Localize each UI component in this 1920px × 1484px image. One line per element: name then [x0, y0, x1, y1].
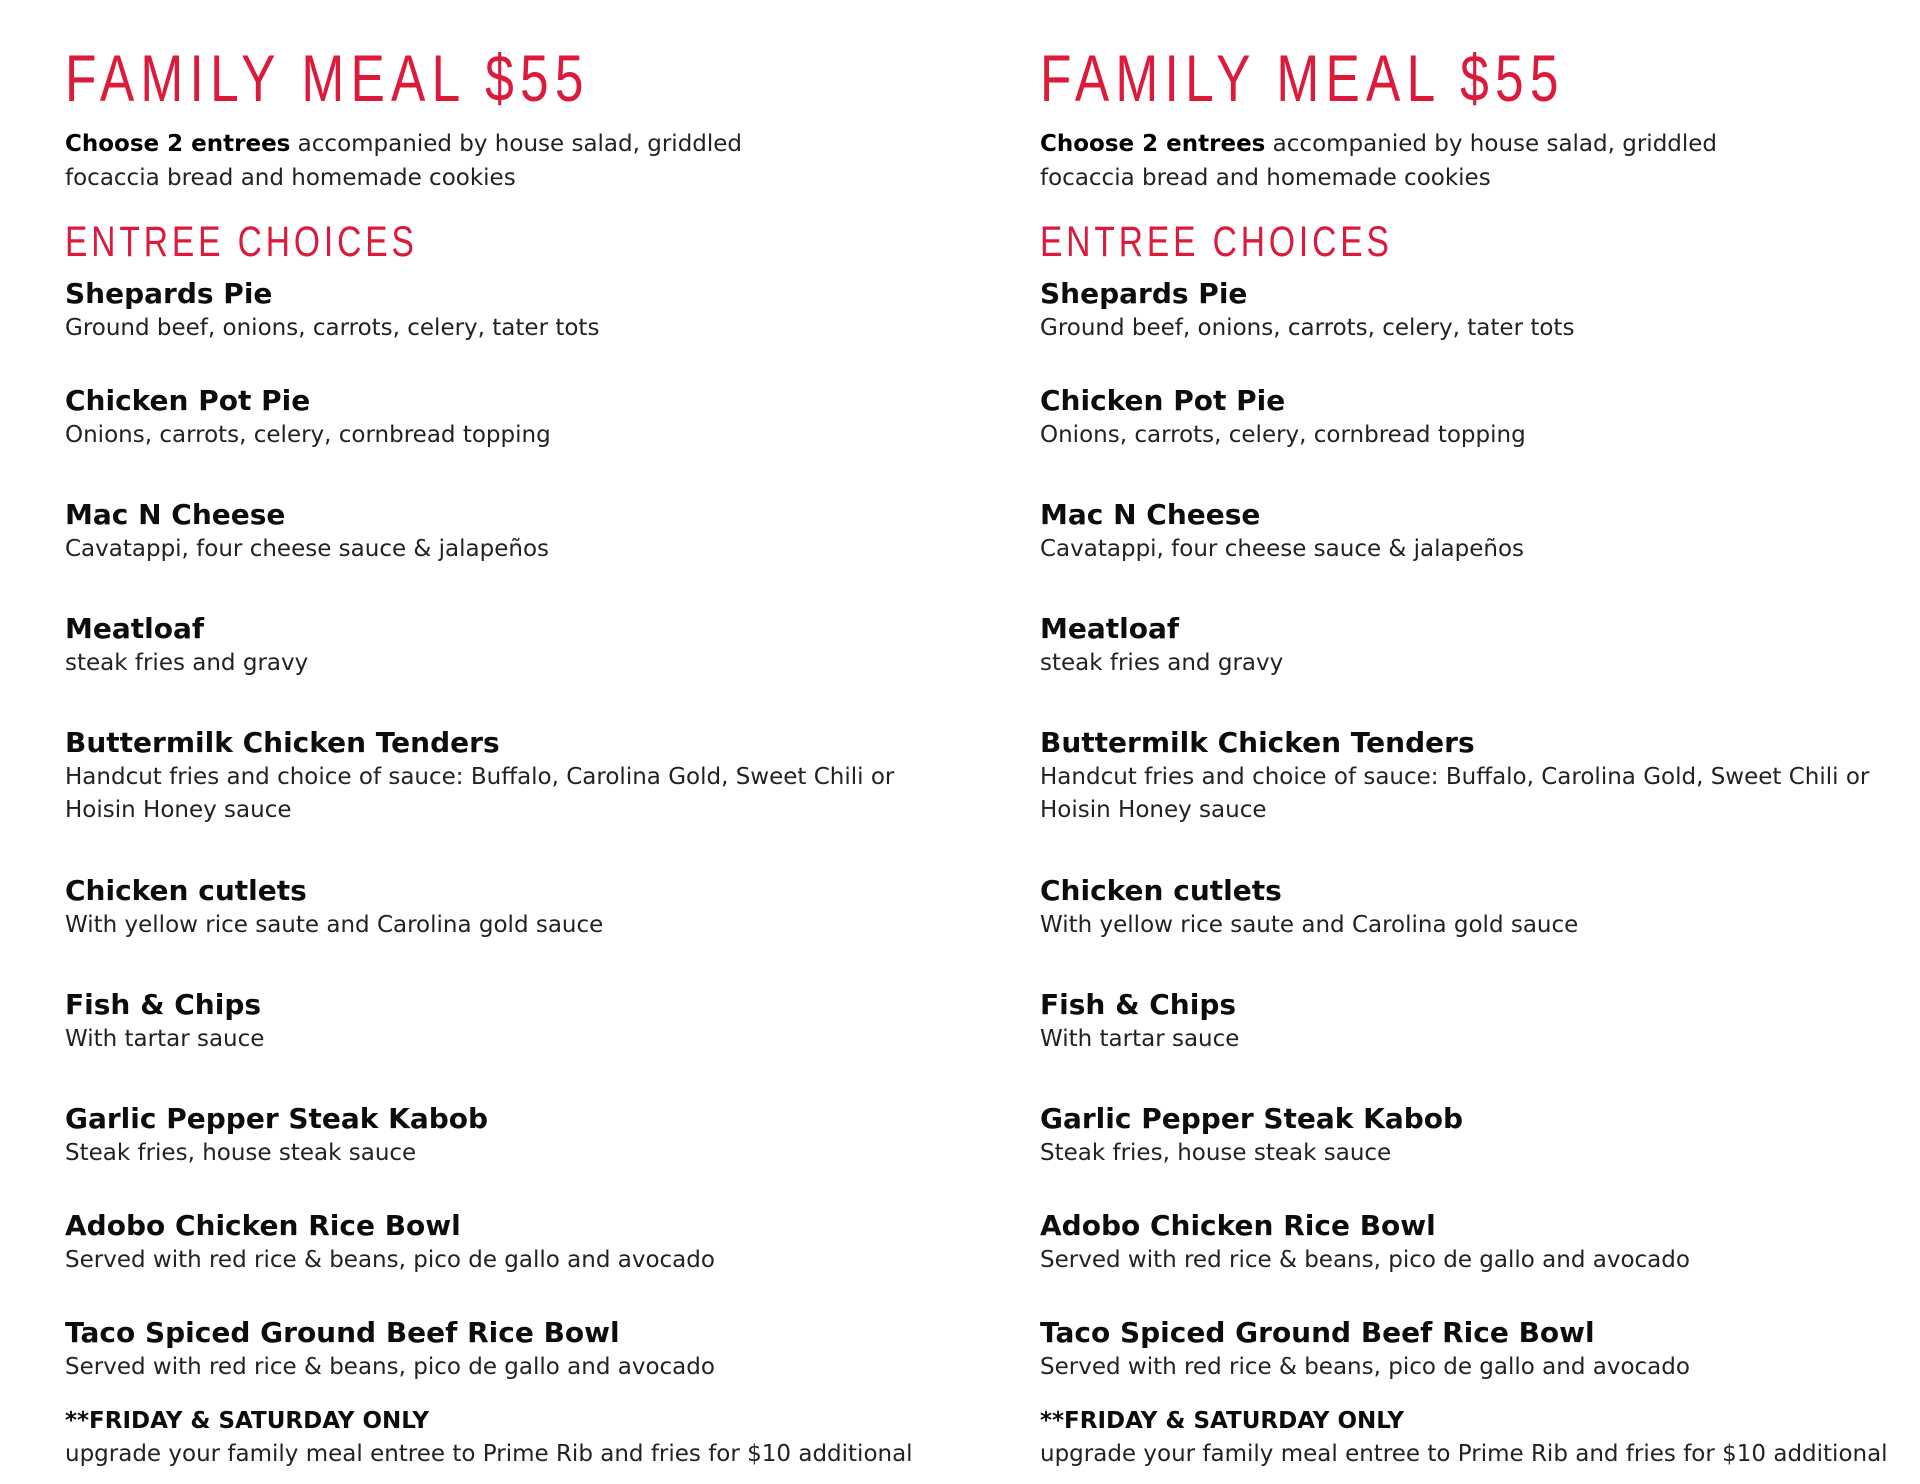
- item-name: Fish & Chips: [65, 988, 262, 1021]
- intro-bold: Choose 2 entrees: [65, 131, 291, 157]
- menu-item: [1040, 611, 1920, 680]
- menu-item: [65, 1208, 945, 1277]
- item-description: Handcut fries and choice of sauce: Buffalo, Carolina Gold, Sweet Chili or Hoisin Honey sauce: [1040, 764, 1870, 823]
- menu-title: FAMILY MEAL $55: [1040, 41, 1565, 115]
- item-description: Served with red rice & beans, pico de gallo and avocado: [65, 1354, 715, 1380]
- item-name: Garlic Pepper Steak Kabob: [65, 1102, 489, 1135]
- item-name: Chicken Pot Pie: [65, 384, 311, 417]
- item-description: With yellow rice saute and Carolina gold sauce: [65, 912, 604, 938]
- intro-bold: Choose 2 entrees: [1040, 131, 1266, 157]
- item-name: Adobo Chicken Rice Bowl: [65, 1209, 461, 1242]
- menu-item: [65, 611, 945, 680]
- item-description: Steak fries, house steak sauce: [65, 1140, 417, 1166]
- menu-item: [1040, 383, 1920, 452]
- item-name: Buttermilk Chicken Tenders: [1040, 726, 1475, 759]
- menu-item: [65, 1101, 945, 1170]
- menu-item: [1040, 873, 1920, 942]
- menu-item: [1040, 987, 1920, 1056]
- item-name: Chicken Pot Pie: [1040, 384, 1286, 417]
- menu-intro: [65, 127, 765, 195]
- item-name: Taco Spiced Ground Beef Rice Bowl: [65, 1316, 620, 1349]
- item-description: steak fries and gravy: [1040, 650, 1284, 676]
- item-description: steak fries and gravy: [65, 650, 309, 676]
- menu-item: [65, 497, 945, 566]
- item-description: Steak fries, house steak sauce: [1040, 1140, 1392, 1166]
- item-description: Onions, carrots, celery, cornbread topping: [1040, 422, 1526, 448]
- item-name: Mac N Cheese: [65, 498, 286, 531]
- menu-item: [65, 276, 945, 345]
- item-name: Buttermilk Chicken Tenders: [65, 726, 500, 759]
- menu-item: [65, 725, 945, 827]
- menu-item: [1040, 725, 1920, 827]
- menu-item: [1040, 1101, 1920, 1170]
- item-name: Chicken cutlets: [1040, 874, 1282, 907]
- item-description: Served with red rice & beans, pico de gallo and avocado: [65, 1247, 715, 1273]
- menu-note: [65, 1405, 945, 1471]
- menu-item: [1040, 276, 1920, 345]
- item-description: Cavatappi, four cheese sauce & jalapeños: [65, 536, 550, 562]
- menu-column-left: [65, 0, 945, 1484]
- item-name: Meatloaf: [65, 612, 205, 645]
- menu-intro: [1040, 127, 1740, 195]
- note-heading: **FRIDAY & SATURDAY ONLY: [1040, 1408, 1404, 1434]
- menu-column-right: [1040, 0, 1920, 1484]
- item-name: Shepards Pie: [65, 277, 273, 310]
- menu-item: [1040, 1315, 1920, 1384]
- item-description: Onions, carrots, celery, cornbread topping: [65, 422, 551, 448]
- menu-item: [65, 383, 945, 452]
- note-text: upgrade your family meal entree to Prime Rib and fries for $10 additional: [1040, 1441, 1888, 1467]
- item-name: Chicken cutlets: [65, 874, 307, 907]
- section-title: ENTREE CHOICES: [1040, 218, 1393, 266]
- item-description: With yellow rice saute and Carolina gold sauce: [1040, 912, 1579, 938]
- item-name: Fish & Chips: [1040, 988, 1237, 1021]
- item-description: Ground beef, onions, carrots, celery, tater tots: [1040, 315, 1575, 341]
- item-name: Mac N Cheese: [1040, 498, 1261, 531]
- menu-item: [65, 1315, 945, 1384]
- item-description: Cavatappi, four cheese sauce & jalapeños: [1040, 536, 1525, 562]
- menu-item: [65, 873, 945, 942]
- item-description: Served with red rice & beans, pico de gallo and avocado: [1040, 1354, 1690, 1380]
- intro-text: accompanied by house salad, griddled focaccia bread and homemade cookies: [1040, 131, 1718, 191]
- section-title: ENTREE CHOICES: [65, 218, 418, 266]
- item-description: With tartar sauce: [1040, 1026, 1240, 1052]
- item-name: Shepards Pie: [1040, 277, 1248, 310]
- menu-item: [1040, 1208, 1920, 1277]
- note-heading: **FRIDAY & SATURDAY ONLY: [65, 1408, 429, 1434]
- item-description: Ground beef, onions, carrots, celery, tater tots: [65, 315, 600, 341]
- item-description: Served with red rice & beans, pico de gallo and avocado: [1040, 1247, 1690, 1273]
- menu-item: [65, 987, 945, 1056]
- menu-note: [1040, 1405, 1920, 1471]
- item-name: Meatloaf: [1040, 612, 1180, 645]
- item-name: Garlic Pepper Steak Kabob: [1040, 1102, 1464, 1135]
- note-text: upgrade your family meal entree to Prime Rib and fries for $10 additional: [65, 1441, 913, 1467]
- item-name: Adobo Chicken Rice Bowl: [1040, 1209, 1436, 1242]
- item-name: Taco Spiced Ground Beef Rice Bowl: [1040, 1316, 1595, 1349]
- menu-item: [1040, 497, 1920, 566]
- menu-title: FAMILY MEAL $55: [65, 41, 590, 115]
- item-description: With tartar sauce: [65, 1026, 265, 1052]
- intro-text: accompanied by house salad, griddled focaccia bread and homemade cookies: [65, 131, 743, 191]
- item-description: Handcut fries and choice of sauce: Buffalo, Carolina Gold, Sweet Chili or Hoisin Honey sauce: [65, 764, 895, 823]
